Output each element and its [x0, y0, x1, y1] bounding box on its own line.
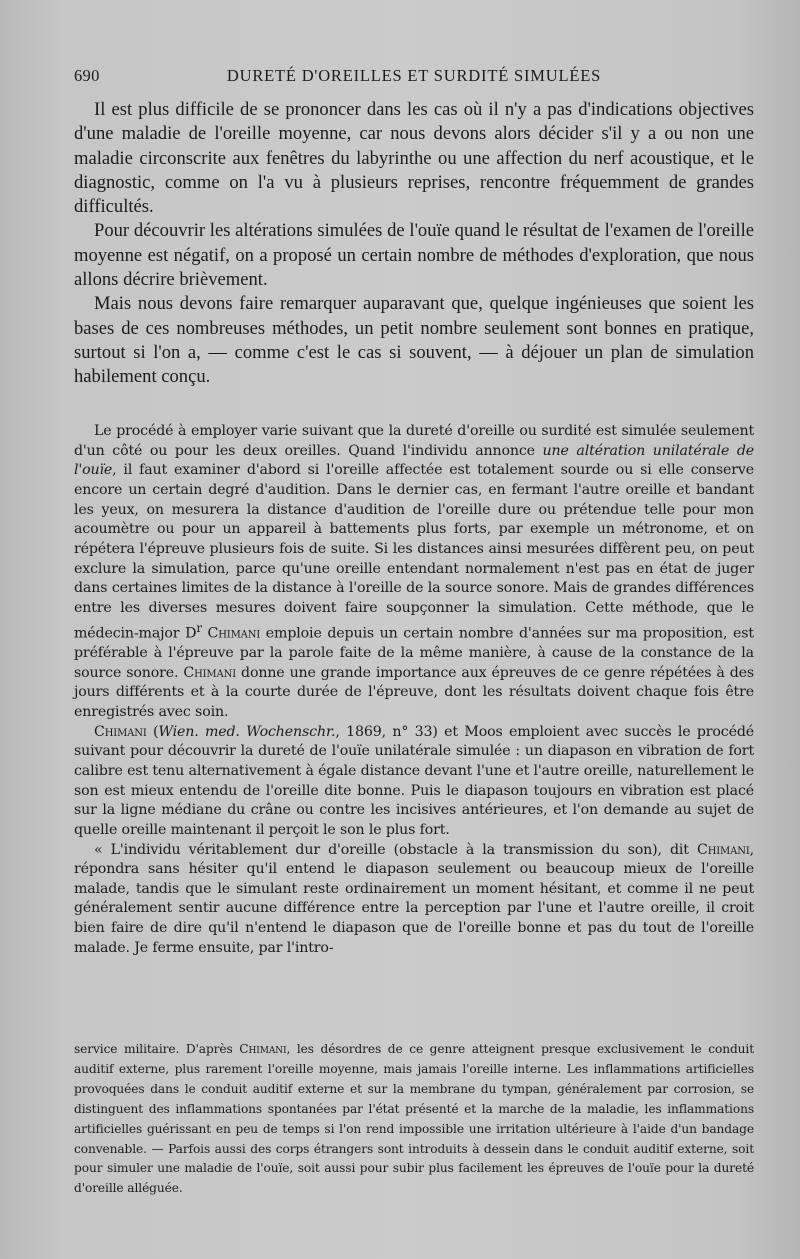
- author-name: Chimani: [183, 664, 236, 681]
- text-run: , répondra sans hésiter qu'il entend le diapason seulement ou beaucoup mieux de l'oreille malade, tandis que le simulant reste ordinairement un moment hésitant, et comme il ne peut généralement sentir aucune différence entre la perception par l'une et l'autre oreille, il croit bien faire de dire qu'il n'entend le diapason que de l'oreille bonne et pas du tout de l'oreille malade. Je ferme ensuite, par l'intro-: [74, 841, 754, 956]
- page-number: 690: [74, 66, 100, 85]
- author-name: Chimani: [207, 625, 261, 642]
- text-run: « L'individu véritablement dur d'oreille (obstacle à la transmission du son), dit: [94, 841, 697, 858]
- text-run: donne une grande importance aux épreuves de ce genre répétées à des jours différents et à la courte durée de l'épreuve, dont les résultats doivent chaque fois être enregistrés avec soin.: [74, 664, 755, 720]
- footnote-paragraph: [74, 1040, 754, 1199]
- italic-phrase: une altération unilatérale de l'ouïe: [74, 442, 754, 479]
- small-print-text: [74, 422, 754, 958]
- main-text: [74, 98, 754, 390]
- text-run: , il faut examiner d'abord si l'oreille affectée est totalement sourde ou si elle conserve encore un certain degré d'audition. Dans le dernier cas, en fermant l'autre oreille et bandant les yeux, on mesurera la distance d'audition de l'oreille dure ou prétendue telle pour mon acoumètre ou pour un appareil à battements plus forts, par exemple un métronome, et on répétera l'épreuve plusieurs fois de suite. Si les distances ainsi mesurées diffèrent peu, on peut exclure la simulation, parce qu'une oreille entendant normalement n'est pas en état de juger dans certaines limites de la distance à l'oreille de la source sonore. Mais de grandes différences entre les diverses mesures doivent faire soupçonner la simulation. Cette méthode, que le médecin-major D: [74, 462, 754, 642]
- text-run: (: [146, 723, 159, 740]
- small-paragraph: [74, 723, 754, 841]
- text-run: , 1869, n° 33) et Moos emploient avec succès le procédé suivant pour découvrir la dureté de l'ouïe unilatérale simulée : un diapason en vibration de fort calibre est tenu alternativement à égale distance devant l'une et l'autre oreille, naturellement le son est mieux entendu de l'oreille dite bonne. Puis le diapason toujours en vibration est placé sur la ligne médiane du crâne ou contre les incisives antérieures, et l'on demande au sujet de quelle oreille maintenant il perçoit le son le plus fort.: [74, 723, 754, 838]
- text-run: service militaire. D'après: [74, 1042, 240, 1056]
- main-paragraph: Il est plus difficile de se prononcer dans les cas où il n'y a pas d'indications objectives d'une maladie de l'oreille moyenne, car nous devons alors décider s'il y a ou non une maladie circonscrite aux fenêtres du labyrinthe ou une affection du nerf acoustique, et le diagnostic, comme on l'a vu à plusieurs reprises, rencontre fréquemment de grandes difficultés.: [74, 99, 754, 218]
- page-header: [74, 66, 754, 86]
- author-name: Chimani: [696, 841, 750, 858]
- footnote: [74, 1040, 754, 1199]
- author-name: Chimani: [239, 1042, 287, 1056]
- text-run: Le procédé à employer varie suivant que la dureté d'oreille ou surdité est simulée seulement d'un côté ou pour les deux oreilles. Quand l'individu annonce: [74, 423, 754, 459]
- author-name: Chimani: [94, 723, 147, 740]
- text-run: emploie depuis un certain nombre d'années sur ma proposition, est préférable à l'épreuve par la parole faite de la même manière, à cause de la constance de la source sonore.: [74, 625, 754, 681]
- running-title: DURETÉ D'OREILLES ET SURDITÉ SIMULÉES: [226, 66, 602, 85]
- superscript: r: [196, 620, 202, 635]
- small-paragraph: [74, 422, 754, 723]
- small-paragraph: [74, 841, 754, 959]
- journal-reference: Wien. med. Wochenschr.: [158, 723, 336, 740]
- text-run: , les désordres de ce genre atteignent presque exclusivement le conduit auditif externe, plus rarement l'oreille moyenne, mais jamais l'oreille interne. Les inflammations artificielles provoquées dans le conduit auditif externe et sur la membrane du tympan, généralement par corrosion, se distinguent des inflammations spontanées par l'état présenté et la marche de la maladie, les inflammations artificielles guérissant en peu de temps si l'on rend impossible une irritation ultérieure à l'aide d'un bandage convenable. — Parfois aussi des corps étrangers sont introduits à dessein dans le conduit auditif externe, soit pour simuler une maladie de l'ouïe, soit aussi pour subir plus facilement les épreuves de l'ouïe pour la dureté d'oreille alléguée.: [74, 1042, 754, 1196]
- main-paragraph: Pour découvrir les altérations simulées de l'ouïe quand le résultat de l'examen de l'oreille moyenne est négatif, on a proposé un certain nombre de méthodes d'exploration, que nous allons décrire brièvement.: [74, 220, 754, 291]
- main-paragraph: Mais nous devons faire remarquer auparavant que, quelque ingénieuses que soient les bases de ces nombreuses méthodes, un petit nombre seulement sont bonnes en pratique, surtout si l'on a, — comme c'est le cas si souvent, — à déjouer un plan de simulation habilement conçu.: [74, 293, 754, 388]
